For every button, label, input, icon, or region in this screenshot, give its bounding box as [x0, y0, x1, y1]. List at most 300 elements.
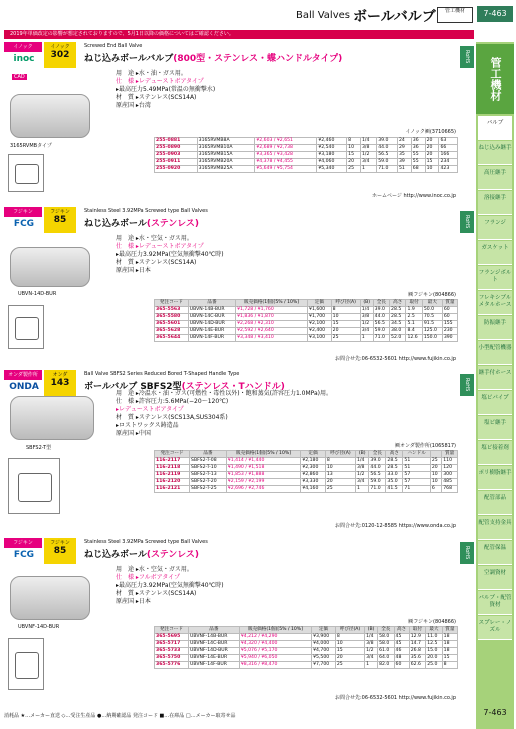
cell: 20: [347, 159, 361, 166]
cell: 10: [430, 479, 441, 486]
part-number: UBVNF-14F-BUR: [188, 662, 239, 669]
spec-line: 材 質 ▸ステンレス(SCS14A): [116, 259, 197, 266]
cell: 36: [411, 138, 425, 145]
cell: 56.5: [377, 152, 398, 159]
part-number: UBVN-14D-BUR: [188, 321, 235, 328]
price: ¥8,316 / ¥8,470: [239, 662, 311, 669]
price: ¥2,603 / ¥2,651: [255, 138, 317, 145]
dimension-drawing: [8, 458, 60, 514]
cell: 51: [403, 465, 430, 472]
section-footer[interactable]: ホームページ http://www.inoc.co.jp: [371, 193, 456, 199]
column-header: 品番: [190, 451, 227, 458]
spec-line: 原産国 ▸日本: [116, 267, 151, 274]
product-section-fujikin-reduced: [4, 207, 474, 365]
spec-line: 用 途 ▸冷温水・油・ガス(可燃性・毒性以外)・飽和蒸気(許容圧力1.0MPa)用。: [116, 390, 333, 397]
order-code[interactable]: 365-5717: [155, 641, 189, 648]
list-price: ¥2,180: [301, 458, 326, 465]
sidebar-item[interactable]: フランジボルト: [478, 266, 512, 290]
cell: 1/2: [365, 648, 378, 655]
cell: 1/2: [360, 152, 376, 159]
title-main: ねじ込みボール: [84, 550, 147, 560]
column-header: 定価: [312, 627, 336, 634]
cell: 1.9: [406, 307, 422, 314]
column-header: 品番: [188, 300, 235, 307]
section-footer[interactable]: お問合せ先:0120-12-8585 https://www.onda.co.jp: [335, 523, 456, 529]
part-number: 3165RVMB25A: [197, 166, 255, 173]
sidebar-item[interactable]: 防振継手: [478, 316, 512, 340]
cell: 39: [397, 159, 411, 166]
cell: 8: [347, 138, 361, 145]
price: ¥3,348 / ¥3,410: [236, 335, 308, 342]
cell: 15.0: [426, 648, 442, 655]
cell: 58.0: [378, 634, 394, 641]
dimension-drawing: [8, 154, 44, 192]
spec-list: [116, 390, 332, 438]
column-header: 品番: [188, 627, 239, 634]
title-red: (ステンレス・Tハンドル): [181, 382, 285, 392]
column-header: 販売価格(1個)[5% / 10%]: [226, 451, 301, 458]
section-subtitle: Ball Valve SBFS2 Series Reduced Bored T-Shaped Handle Type: [84, 371, 240, 377]
list-price: ¥5,340: [317, 166, 347, 173]
spec-line: 原産国 ▸中国: [116, 430, 151, 437]
dimension-drawing: [8, 305, 44, 349]
cell: 44.0: [369, 465, 386, 472]
order-code[interactable]: 116-2121: [155, 486, 190, 493]
list-price: ¥2,300: [301, 465, 326, 472]
price: ¥1,853 / ¥1,888: [226, 472, 301, 479]
sidebar-category: 管工機材: [476, 44, 514, 114]
price: ¥1,728 / ¥1,760: [236, 307, 308, 314]
list-price: ¥3,900: [312, 634, 336, 641]
part-number: SBFS2-T-13: [190, 472, 227, 479]
sidebar-item[interactable]: 小型配管機器: [478, 341, 512, 365]
product-table: [154, 450, 458, 493]
cell: 39.0: [377, 138, 398, 145]
maker-label: フジキン: [4, 538, 42, 548]
part-number: SBFS2-T-25: [190, 486, 227, 493]
sidebar-item[interactable]: バルブ・配管資材: [478, 591, 512, 615]
cell: 150.0: [422, 335, 442, 342]
column-header: 全長: [378, 627, 394, 634]
spec-line: 仕 様 ▸レデューストボアタイプ: [116, 78, 204, 85]
maker-logo: FCG: [13, 550, 35, 560]
order-code[interactable]: 365-5563: [155, 307, 189, 314]
order-code[interactable]: 116-2117: [155, 458, 190, 465]
order-code-badge: [44, 370, 76, 396]
column-header: 取付: [409, 627, 425, 634]
price: ¥5,649 / ¥5,754: [255, 166, 317, 173]
list-price: ¥1,700: [308, 314, 332, 321]
cell: 71.0: [373, 335, 389, 342]
list-price: ¥3,330: [301, 479, 326, 486]
column-header: (B): [356, 451, 369, 458]
cell: 3/8: [360, 145, 376, 152]
column-header: 発注コード: [155, 627, 189, 634]
cell: 48: [394, 655, 409, 662]
column-header: 呼び径(A): [325, 451, 355, 458]
page-footer-legend: 消耗品 ★…メーカー直送 ◇…受注生産品 ●…納期確認品 発注コード ■…在庫品 □…メーカー取寄せ品: [4, 713, 236, 719]
order-code[interactable]: 255-0911: [155, 159, 198, 166]
cell: 155: [442, 321, 457, 328]
price-notice-banner: 2019年単価改定の影響が想定されておりますので、5月1日以降の価格についてはご確認ください。: [4, 30, 474, 39]
part-number: UBVNF-14C-BUR: [188, 641, 239, 648]
image-caption: UBVNF-14D-BUR: [18, 624, 60, 630]
sidebar-item[interactable]: 配管保温: [478, 541, 512, 565]
product-image: [10, 94, 90, 138]
order-code[interactable]: 365-5776: [155, 662, 189, 669]
section-title: [84, 216, 199, 229]
cell: 120: [442, 465, 458, 472]
price: ¥2,159 / ¥2,199: [226, 479, 301, 486]
title-main: ボールバルブ SBFS2型: [84, 382, 182, 392]
cell: 1/2: [360, 321, 373, 328]
price: ¥3,365 / ¥3,428: [255, 152, 317, 159]
spec-line: ▸ロストワックス鋳造品: [116, 422, 179, 429]
part-number: UBVNF-14B-BUR: [188, 634, 239, 641]
spec-line: 用 途 ▸水・油・ガス用。: [116, 70, 187, 77]
cell: 35.6: [409, 655, 425, 662]
cell: 15: [335, 648, 364, 655]
cell: 3/4: [360, 159, 376, 166]
section-footer[interactable]: お問合せ先:06-6532-5601 http://www.fujikin.co.jp: [334, 356, 456, 362]
list-price: ¥4,160: [301, 486, 326, 493]
cell: 485: [442, 479, 458, 486]
order-code[interactable]: 255-0890: [155, 145, 198, 152]
order-code-badge: [44, 207, 76, 233]
list-price: ¥4,060: [317, 159, 347, 166]
code-label: フジキン: [50, 209, 70, 215]
cell: 1: [356, 486, 369, 493]
part-number: 3165RVMB10A: [197, 145, 255, 152]
cell: 8: [335, 634, 364, 641]
page-number: 7-463: [483, 708, 507, 717]
spec-line: 仕 様 ▸レデューストボアタイプ: [116, 243, 204, 250]
column-header: ハンドル: [403, 451, 430, 458]
sidebar-index: [476, 42, 514, 729]
list-price: ¥1,600: [308, 307, 332, 314]
cell: 51: [403, 458, 430, 465]
list-price: ¥2,400: [308, 328, 332, 335]
order-code[interactable]: 255-0920: [155, 166, 198, 173]
header-english-title: Ball Valves: [296, 10, 350, 21]
cell: 10: [430, 472, 441, 479]
sidebar-item[interactable]: 塩ビ接着剤: [478, 441, 512, 465]
spec-line: 仕 様 ▸許容圧力:5.6MPa(−20〜120℃): [116, 398, 229, 405]
order-code[interactable]: 255-0903: [155, 152, 198, 159]
cell: 55: [411, 159, 425, 166]
cell: 18: [442, 634, 457, 641]
title-main: ねじ込みボール: [84, 219, 147, 229]
sidebar-item[interactable]: フランジ: [478, 216, 512, 240]
cell: 57: [403, 479, 430, 486]
spec-list: [116, 235, 224, 275]
maker-label: イノック: [4, 42, 42, 52]
sidebar-item[interactable]: 塩ビパイプ: [478, 391, 512, 415]
sidebar-item[interactable]: スプレー・ノズル: [478, 616, 512, 640]
order-code[interactable]: 116-2119: [155, 472, 190, 479]
cell: 82.0: [378, 662, 394, 669]
cell: 56.5: [369, 472, 386, 479]
cell: 28.5: [390, 307, 406, 314]
cell: 20: [425, 145, 439, 152]
sidebar-item[interactable]: 塩ビ継手: [478, 416, 512, 440]
column-header: 定価: [308, 300, 332, 307]
column-header: (B): [360, 300, 373, 307]
code-number: 302: [50, 50, 70, 60]
cell: 14.7: [409, 641, 425, 648]
column-header: 高さ: [390, 300, 406, 307]
price: ¥1,836 / ¥1,870: [236, 314, 308, 321]
cell: 60: [442, 307, 457, 314]
part-number: UBVNF-14E-BUR: [188, 655, 239, 662]
sidebar-item[interactable]: 溶接継手: [478, 191, 512, 215]
header-japanese-title: ボールバルブ: [353, 9, 436, 25]
cell: 20.0: [426, 655, 442, 662]
list-price: ¥5,500: [312, 655, 336, 662]
column-header: 質量: [442, 300, 457, 307]
cell: 18: [442, 641, 457, 648]
cell: 45: [394, 641, 409, 648]
order-code[interactable]: 365-5695: [155, 634, 189, 641]
cell: 3/8: [360, 314, 373, 321]
price: ¥5,076 / ¥5,170: [239, 648, 311, 655]
cell: 8: [331, 307, 360, 314]
cell: 10: [347, 145, 361, 152]
sidebar-item[interactable]: ポリ樹脂継手: [478, 466, 512, 490]
code-number: 143: [50, 378, 70, 388]
column-header: [430, 451, 441, 458]
spec-line: 仕 様 ▸フルボアタイプ: [116, 574, 180, 581]
maker-note: ㈱オンダ製作所(1065817): [395, 443, 456, 449]
cell: 20: [425, 152, 439, 159]
cell: 59.0: [369, 479, 386, 486]
order-code[interactable]: 116-2118: [155, 465, 190, 472]
section-title: [84, 51, 342, 64]
cell: 29: [397, 145, 411, 152]
list-price: ¥4,700: [312, 648, 336, 655]
cell: 3/8: [356, 465, 369, 472]
cell: 62.6: [409, 662, 425, 669]
cell: 10: [335, 641, 364, 648]
cell: 768: [442, 486, 458, 493]
part-number: UBVN-14E-BUR: [188, 328, 235, 335]
cell: 15: [425, 159, 439, 166]
column-header: 販売価格(1個)[5% / 10%]: [239, 627, 311, 634]
title-main: ねじ込みボールバルブ: [84, 54, 174, 64]
order-code[interactable]: 255-0881: [155, 138, 198, 145]
sidebar-item[interactable]: ガスケット: [478, 241, 512, 265]
spec-line: 用 途 ▸水・空気・ガス用。: [116, 235, 193, 242]
cell: 34.5: [390, 321, 406, 328]
order-code[interactable]: 365-5644: [155, 335, 189, 342]
column-header: 発注コード: [155, 300, 189, 307]
cell: 64.0: [378, 655, 394, 662]
cell: 46: [394, 648, 409, 655]
part-number: SBFS2-T-10: [190, 465, 227, 472]
cell: 110: [442, 458, 458, 465]
spec-list: [116, 70, 215, 110]
cell: 59.0: [377, 159, 398, 166]
order-code[interactable]: 365-5733: [155, 648, 189, 655]
part-number: 3165RVMB20A: [197, 159, 255, 166]
cell: 20: [425, 138, 439, 145]
sidebar-item[interactable]: ねじ込み継手: [478, 141, 512, 165]
cell: 1: [365, 662, 378, 669]
part-number: SBFS2-T-20: [190, 479, 227, 486]
sidebar-item[interactable]: 空調資材: [478, 566, 512, 590]
cell: 20: [430, 465, 441, 472]
cell: 71: [403, 486, 430, 493]
order-code[interactable]: 116-2120: [155, 479, 190, 486]
price: ¥2,592 / ¥2,640: [236, 328, 308, 335]
cell: 15: [331, 321, 360, 328]
maker-logo: inoc: [13, 54, 35, 64]
title-red: (800型・ステンレス・蝶ハンドルタイプ): [173, 54, 343, 64]
order-code[interactable]: 365-5628: [155, 328, 189, 335]
cell: 28.5: [390, 314, 406, 321]
cell: 11.0: [426, 634, 442, 641]
cell: 50.0: [422, 307, 442, 314]
cell: 1/2: [356, 472, 369, 479]
cell: 10: [425, 166, 439, 173]
column-header: 定価: [301, 451, 326, 458]
cell: 3/8: [365, 641, 378, 648]
sidebar-item[interactable]: 配管部品: [478, 491, 512, 515]
column-header: 質量: [442, 627, 457, 634]
rohs-badge: RoHS: [460, 211, 474, 233]
cell: 20: [331, 328, 360, 335]
order-code[interactable]: 365-5601: [155, 321, 189, 328]
code-label: オンダ: [52, 372, 68, 378]
part-number: UBVNF-14D-BUR: [188, 648, 239, 655]
cell: 3/4: [356, 479, 369, 486]
dimension-drawing: [8, 638, 44, 690]
sidebar-item[interactable]: 継手付ホース: [478, 366, 512, 390]
cell: 56.5: [373, 321, 389, 328]
code-label: フジキン: [50, 540, 70, 546]
cell: 1: [360, 166, 376, 173]
column-header: 発注コード: [155, 451, 190, 458]
cell: 25: [347, 166, 361, 173]
cell: 55: [411, 152, 425, 159]
cell: 26.8: [409, 648, 425, 655]
cell: 39.0: [369, 458, 386, 465]
cell: 59.0: [373, 328, 389, 335]
part-number: 3165RVMB15A: [197, 152, 255, 159]
sidebar-item[interactable]: バルブ: [478, 116, 512, 140]
cell: 1: [360, 335, 373, 342]
image-caption: UBVN-14D-BUR: [18, 291, 57, 297]
title-red: (ステンレス): [146, 219, 199, 229]
cell: 71.0: [369, 486, 386, 493]
cell: 20: [335, 655, 364, 662]
spec-line: ▸最高圧力3.92MPa(空気無衝撃40℃時): [116, 582, 224, 589]
cell: 60: [394, 662, 409, 669]
cell: 57: [403, 472, 430, 479]
section-subtitle: Stainless Steel 3.92MPa Screwed type Ball Valves: [84, 539, 208, 545]
product-section-onda: [4, 370, 474, 530]
maker-label: フジキン: [4, 207, 42, 217]
cell: 12.9: [409, 634, 425, 641]
spec-list: [116, 566, 224, 606]
order-code-badge: [44, 42, 76, 68]
column-header: 全長: [373, 300, 389, 307]
column-header: 最大: [422, 300, 442, 307]
list-price: ¥2,540: [317, 145, 347, 152]
list-price: ¥7,700: [312, 662, 336, 669]
cell: 58.0: [378, 641, 394, 648]
order-code[interactable]: 365-5750: [155, 655, 189, 662]
spec-line: 原産国 ▸日本: [116, 598, 151, 605]
price: ¥2,696 / ¥2,746: [226, 486, 301, 493]
cell: 25: [325, 486, 355, 493]
sidebar-item[interactable]: 高圧継手: [478, 166, 512, 190]
rohs-badge: RoHS: [460, 46, 474, 68]
product-image: [10, 576, 90, 620]
cell: 5.1: [406, 321, 422, 328]
cell: 15: [347, 152, 361, 159]
title-red: (ステンレス): [146, 550, 199, 560]
section-footer[interactable]: お問合せ先:06-6532-5601 http://www.fujikin.co.jp: [334, 695, 456, 701]
cell: 45: [394, 634, 409, 641]
cell: 71.0: [377, 166, 398, 173]
cell: 35: [397, 152, 411, 159]
cell: 61.0: [378, 648, 394, 655]
cell: 24: [397, 138, 411, 145]
cad-badge[interactable]: CAD: [14, 74, 25, 80]
column-header: 呼び径(A): [335, 627, 364, 634]
list-price: ¥2,860: [301, 472, 326, 479]
image-caption: 3165RVMBタイプ: [10, 143, 52, 149]
cell: 36: [411, 145, 425, 152]
cell: 230: [442, 328, 457, 335]
cell: 8: [442, 662, 457, 669]
order-code[interactable]: 365-5580: [155, 314, 189, 321]
cell: 39.0: [373, 307, 389, 314]
cell: 68: [411, 166, 425, 173]
list-price: ¥3,100: [308, 335, 332, 342]
sidebar-item[interactable]: フレキシブルメタルホース: [478, 291, 512, 315]
cell: 25.0: [426, 662, 442, 669]
product-section-fujikin-full: [4, 538, 474, 706]
cell: 15: [442, 655, 457, 662]
spec-line: ▸最高圧力3.92MPa(空気無衝撃40℃時): [116, 251, 224, 258]
cell: 166: [439, 152, 458, 159]
sidebar-item[interactable]: 配管支持金具: [478, 516, 512, 540]
spec-line: 材 質 ▸ステンレス(SCS14A): [116, 94, 197, 101]
rohs-badge: RoHS: [460, 542, 474, 564]
cell: 41.5: [386, 486, 403, 493]
cell: 33.0: [386, 472, 403, 479]
price: ¥2,268 / ¥2,310: [236, 321, 308, 328]
cell: 1/4: [365, 634, 378, 641]
price: ¥2,689 / ¥2,738: [255, 145, 317, 152]
maker-note: イノック㈱(3710665): [405, 129, 456, 135]
product-table: [154, 299, 458, 342]
spec-line: 材 質 ▸ステンレス(SCS13A,SUS304系): [116, 414, 228, 421]
cell: 38.0: [390, 328, 406, 335]
price: ¥4,212 / ¥4,290: [239, 634, 311, 641]
cell: 25: [331, 335, 360, 342]
spec-line: 原産国 ▸台湾: [116, 102, 151, 109]
cell: 18: [442, 648, 457, 655]
cell: 390: [442, 335, 457, 342]
cell: 3/4: [365, 655, 378, 662]
cell: 63: [439, 138, 458, 145]
price: ¥1,490 / ¥1,518: [226, 465, 301, 472]
cell: 1/4: [356, 458, 369, 465]
cell: 25: [335, 662, 364, 669]
